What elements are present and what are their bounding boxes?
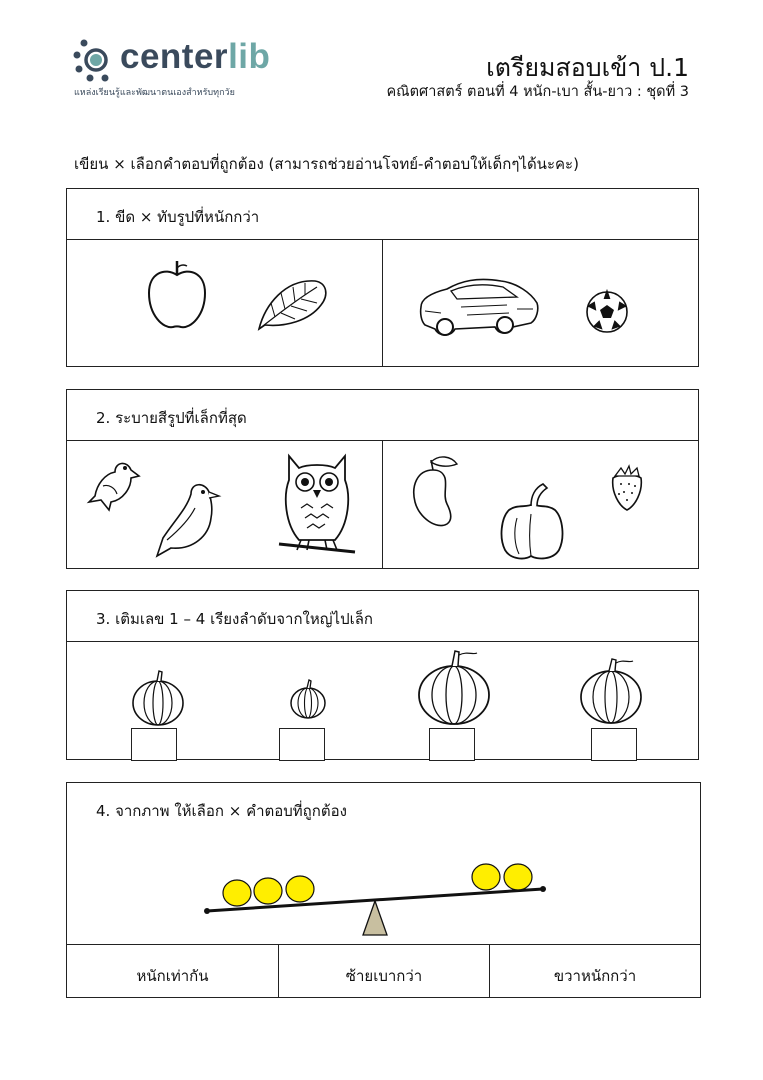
pumpkin-image[interactable] bbox=[417, 649, 491, 725]
answer-option-equal[interactable]: หนักเท่ากัน bbox=[136, 967, 209, 985]
pumpkin-image[interactable] bbox=[131, 669, 185, 727]
soccer-ball-image[interactable] bbox=[585, 290, 629, 334]
owl-image[interactable] bbox=[277, 452, 357, 560]
divider bbox=[67, 944, 700, 945]
question-2-box bbox=[66, 389, 699, 569]
divider bbox=[67, 641, 698, 642]
leaf-image[interactable] bbox=[255, 275, 331, 331]
answer-option-left-lighter[interactable]: ซ้ายเบากว่า bbox=[345, 967, 423, 985]
seesaw-illustration bbox=[197, 857, 557, 939]
question-1-box bbox=[66, 188, 699, 367]
logo-mark-icon bbox=[72, 37, 122, 83]
answer-option-right-heavier[interactable]: ขวาหนักกว่า bbox=[553, 967, 637, 985]
pumpkin-image[interactable] bbox=[289, 679, 327, 719]
question-4-label: 4. จากภาพ ให้เลือก × คำตอบที่ถูกต้อง bbox=[96, 802, 347, 820]
question-3-box bbox=[66, 590, 699, 760]
rank-answer-box[interactable] bbox=[429, 728, 475, 761]
page-subtitle: คณิตศาสตร์ ตอนที่ 4 หนัก-เบา สั้น-ยาว : ชุดที่ 3 bbox=[386, 84, 689, 100]
logo-wordmark: centerlib bbox=[120, 37, 271, 76]
rank-answer-box[interactable] bbox=[591, 728, 637, 761]
mango-image[interactable] bbox=[407, 452, 461, 530]
apple-image[interactable] bbox=[145, 259, 209, 331]
logo bbox=[72, 35, 292, 101]
instruction: เขียน × เลือกคำตอบที่ถูกต้อง (สามารถช่วยอ่านโจทย์-คำตอบให้เด็กๆได้นะคะ) bbox=[74, 155, 579, 173]
page-title: เตรียมสอบเข้า ป.1 bbox=[486, 53, 689, 82]
bell-pepper-image[interactable] bbox=[497, 482, 567, 562]
rank-answer-box[interactable] bbox=[131, 728, 177, 761]
question-4-box bbox=[66, 782, 701, 998]
rank-answer-box[interactable] bbox=[279, 728, 325, 761]
pumpkin-image[interactable] bbox=[579, 657, 643, 725]
question-1-label: 1. ขีด × ทับรูปที่หนักกว่า bbox=[96, 208, 260, 226]
divider bbox=[382, 440, 383, 569]
car-image[interactable] bbox=[417, 273, 541, 339]
small-bird-image[interactable] bbox=[87, 456, 145, 520]
strawberry-image[interactable] bbox=[609, 464, 645, 512]
logo-tagline: แหล่งเรียนรู้และพัฒนาตนเองสำหรับทุกวัย bbox=[74, 88, 235, 98]
divider bbox=[382, 239, 383, 367]
question-2-label: 2. ระบายสีรูปที่เล็กที่สุด bbox=[96, 409, 247, 427]
dove-image[interactable] bbox=[153, 478, 223, 562]
question-3-label: 3. เติมเลข 1 – 4 เรียงลำดับจากใหญ่ไปเล็ก bbox=[96, 610, 373, 628]
